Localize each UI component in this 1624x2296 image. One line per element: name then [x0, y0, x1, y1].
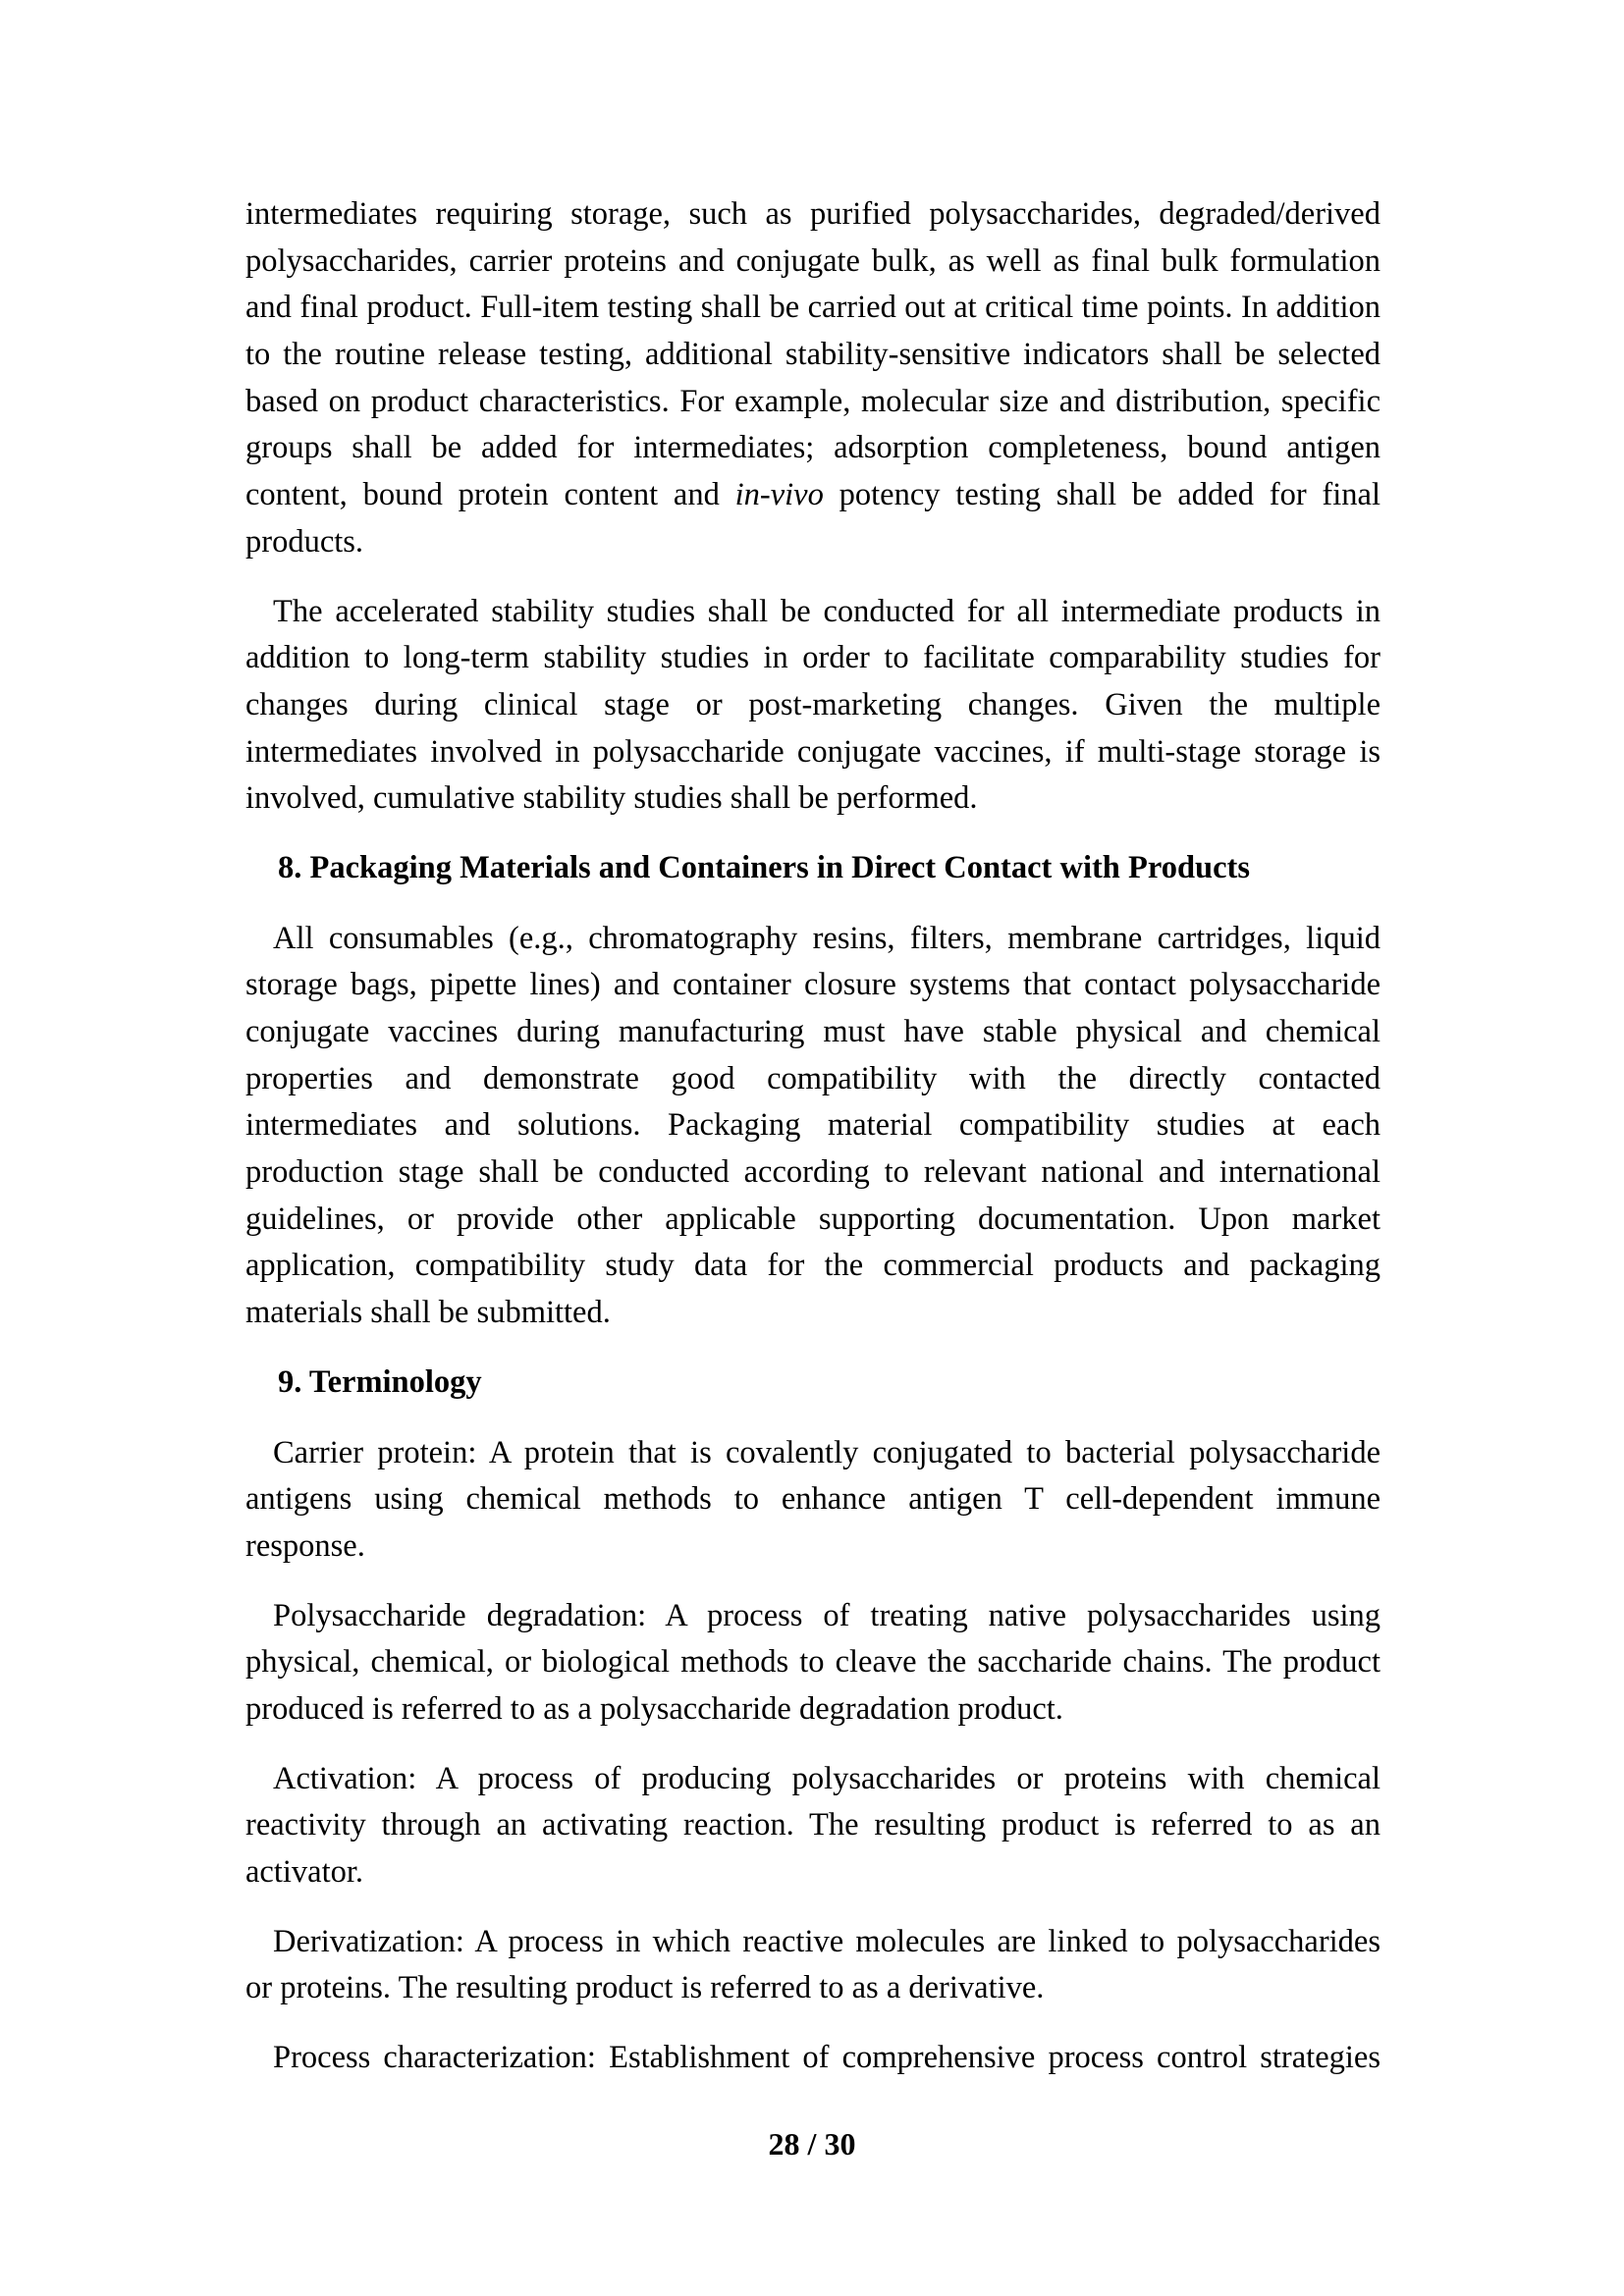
text-segment: The accelerated stability studies shall be conducted for all intermediate products in	[273, 593, 1380, 629]
text-segment: All consumables (e.g., chromatography resins, filters, membrane cartridges, liquid	[273, 920, 1380, 956]
text-line	[245, 1290, 1380, 1337]
text-line	[245, 191, 1380, 239]
text-line	[245, 1686, 1380, 1734]
text-segment: Process characterization: Establishment of comprehensive process control strategies	[273, 2040, 1380, 2076]
text-segment: to the routine release testing, additional stability-sensitive indicators shall be selected	[245, 337, 1380, 373]
text-segment: Activation: A process of producing polysaccharides or proteins with chemical	[273, 1760, 1380, 1796]
text-line	[245, 425, 1380, 472]
text-segment: storage bags, pipette lines) and container closure systems that contact polysaccharide	[245, 967, 1380, 1003]
page-number: 28 / 30	[768, 2126, 856, 2162]
paragraph	[245, 916, 1380, 1337]
text-segment: groups shall be added for intermediates; adsorption completeness, bound antigen	[245, 430, 1380, 466]
text-segment: polysaccharides, carrier proteins and conjugate bulk, as well as final bulk formulation	[245, 242, 1380, 279]
text-segment: intermediates requiring storage, such as purified polysaccharides, degraded/derived	[245, 196, 1380, 232]
text-segment: involved, cumulative stability studies shall be performed.	[245, 780, 978, 817]
text-segment: properties and demonstrate good compatibility with the directly contacted	[245, 1060, 1380, 1096]
text-segment: products.	[245, 523, 364, 560]
document-content	[245, 191, 1380, 2105]
text-segment: and final product. Full-item testing shall be carried out at critical time points. In addition	[245, 290, 1380, 326]
text-segment: guidelines, or provide other applicable supporting documentation. Upon market	[245, 1201, 1380, 1237]
text-segment: changes during clinical stage or post-marketing changes. Given the multiple	[245, 686, 1380, 722]
text-line	[245, 519, 1380, 566]
text-line	[245, 1243, 1380, 1290]
text-segment: reactivity through an activating reaction. The resulting product is referred to as an	[245, 1807, 1380, 1843]
text-segment: intermediates and solutions. Packaging material compatibility studies at each	[245, 1107, 1380, 1144]
text-segment: activator.	[245, 1854, 364, 1891]
text-line	[245, 682, 1380, 729]
text-line	[245, 1965, 1380, 2012]
text-line	[245, 1919, 1380, 1966]
text-line	[245, 635, 1380, 682]
paragraph	[245, 191, 1380, 566]
italic-term: in-vivo	[734, 477, 824, 513]
text-segment: based on product characteristics. For example, molecular size and distribution, specific	[245, 383, 1380, 419]
text-segment: content, bound protein content and	[245, 477, 735, 513]
text-line	[245, 1149, 1380, 1197]
paragraph	[245, 1919, 1380, 2012]
text-line	[245, 1593, 1380, 1640]
text-line	[245, 729, 1380, 776]
text-line	[245, 285, 1380, 332]
text-segment: production stage shall be conducted according to relevant national and international	[245, 1154, 1380, 1191]
text-line	[245, 916, 1380, 963]
text-segment: Polysaccharide degradation: A process of treating native polysaccharides using	[273, 1597, 1380, 1633]
text-segment: materials shall be submitted.	[245, 1295, 611, 1331]
text-line	[245, 472, 1380, 519]
text-segment: antigens using chemical methods to enhance antigen T cell-dependent immune	[245, 1481, 1380, 1518]
paragraph	[245, 1593, 1380, 1734]
section-heading: 8. Packaging Materials and Containers in Direct Contact with Products	[278, 849, 1250, 885]
text-line	[245, 1849, 1380, 1896]
text-segment: conjugate vaccines during manufacturing must have stable physical and chemical	[245, 1014, 1380, 1050]
text-line	[245, 1009, 1380, 1056]
text-segment: potency testing shall be added for final	[823, 477, 1380, 513]
text-segment: Carrier protein: A protein that is covalently conjugated to bacterial polysaccharide	[273, 1434, 1380, 1470]
text-segment: physical, chemical, or biological methods to cleave the saccharide chains. The product	[245, 1644, 1380, 1681]
text-segment: produced is referred to as a polysaccharide degradation product.	[245, 1690, 1063, 1727]
text-line	[245, 332, 1380, 379]
text-line	[245, 1476, 1380, 1523]
text-line	[245, 1056, 1380, 1103]
section-heading: 9. Terminology	[278, 1363, 482, 1400]
text-line	[245, 1197, 1380, 1244]
text-line	[245, 1639, 1380, 1686]
text-line	[245, 1802, 1380, 1849]
paragraph	[245, 589, 1380, 823]
text-segment: application, compatibility study data for the commercial products and packaging	[245, 1248, 1380, 1284]
text-segment: response.	[245, 1527, 365, 1564]
text-line	[245, 775, 1380, 823]
paragraph	[245, 1756, 1380, 1896]
text-line	[245, 589, 1380, 636]
text-line	[245, 1756, 1380, 1803]
text-segment: intermediates involved in polysaccharide conjugate vaccines, if multi-stage storage is	[245, 733, 1380, 770]
text-line	[245, 1523, 1380, 1571]
text-line	[245, 2035, 1380, 2082]
text-segment: Derivatization: A process in which reactive molecules are linked to polysaccharides	[273, 1923, 1380, 1959]
text-segment: addition to long-term stability studies in order to facilitate comparability studies for	[245, 640, 1380, 676]
text-line	[245, 239, 1380, 286]
text-line	[245, 379, 1380, 426]
text-line	[245, 1430, 1380, 1477]
paragraph	[245, 1430, 1380, 1571]
paragraph	[245, 2035, 1380, 2082]
text-line	[245, 962, 1380, 1009]
text-line	[245, 1102, 1380, 1149]
text-segment: or proteins. The resulting product is referred to as a derivative.	[245, 1970, 1045, 2006]
